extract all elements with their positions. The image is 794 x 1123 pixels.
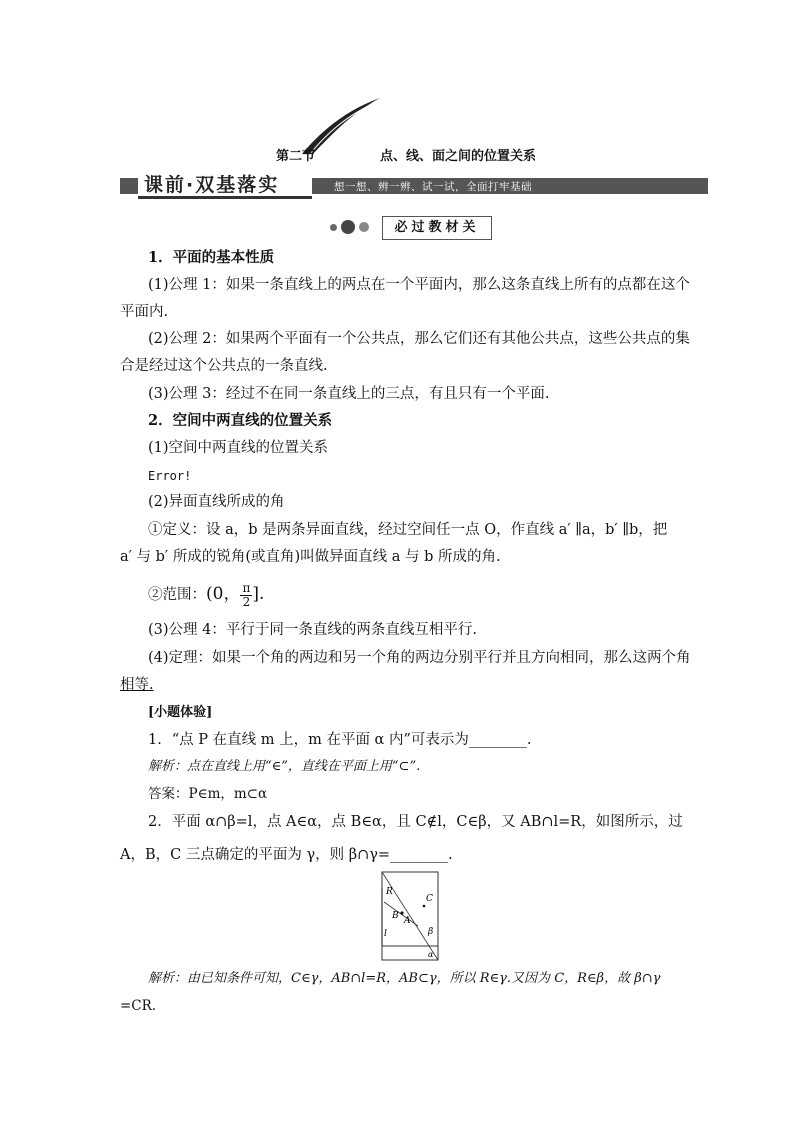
dot-icon bbox=[359, 222, 369, 232]
definition-line2: a′ 与 b′ 所成的锐角(或直角)叫做异面直线 a 与 b 所成的角. bbox=[120, 549, 501, 565]
dot-icon bbox=[341, 220, 355, 234]
question-2-line2: A，B，C 三点确定的平面为 γ，则 β∩γ=________. bbox=[120, 847, 453, 863]
fraction-denominator: 2 bbox=[242, 594, 251, 609]
exercise-title: [小题体验] bbox=[148, 705, 213, 720]
banner bbox=[120, 174, 708, 196]
heading-1: 1．平面的基本性质 bbox=[148, 249, 275, 266]
figure-label-A: A bbox=[404, 916, 411, 926]
figure-label-R: R bbox=[386, 887, 393, 897]
range-label: ②范围： bbox=[148, 587, 206, 603]
heading-2: 2．空间中两直线的位置关系 bbox=[148, 412, 333, 429]
question-2-line1: 2．平面 α∩β=l，点 A∈α，点 B∈α，且 C∉l，C∈β，又 AB∩l=R，如图所示，过 bbox=[148, 814, 683, 830]
subheading-2: (2)异面直线所成的角 bbox=[148, 494, 285, 510]
axiom-3: (3)公理 3：经过不在同一条直线上的三点，有且只有一个平面. bbox=[148, 386, 550, 402]
figure-label-B: B bbox=[392, 911, 399, 921]
dot-icon bbox=[330, 224, 337, 231]
error-text: Error! bbox=[148, 469, 192, 483]
figure-label-alpha: α bbox=[428, 950, 434, 959]
planes-figure bbox=[372, 868, 446, 962]
question-2-solution-line1: 解析：由已知条件可知，C∈γ，AB∩l=R，AB⊂γ，所以 R∈γ.又因为 C，R∈β，故 β∩γ bbox=[148, 971, 661, 986]
axiom-2-line2: 合是经过这个公共点的一条直线. bbox=[120, 358, 328, 374]
banner-title: 课前·双基落实 bbox=[144, 174, 280, 196]
axiom-1-line2: 平面内. bbox=[120, 304, 169, 320]
banner-subtitle: 想一想、辨一辨、试一试，全面打牢基础 bbox=[334, 181, 532, 193]
question-1: 1．“点 P 在直线 m 上，m 在平面 α 内”可表示为________. bbox=[148, 732, 532, 748]
section-number: 第二节 bbox=[276, 149, 316, 164]
figure-label-beta: β bbox=[428, 927, 434, 937]
range-close: ]. bbox=[252, 584, 265, 604]
range-line bbox=[148, 578, 708, 610]
question-2-solution-line2: =CR. bbox=[120, 998, 157, 1014]
subheading-1: (1)空间中两直线的位置关系 bbox=[148, 440, 329, 456]
fraction-numerator: π bbox=[242, 580, 251, 595]
page-title: 点、线、面之间的位置关系 bbox=[380, 149, 537, 164]
question-1-answer: 答案：P∈m，m⊂α bbox=[148, 786, 268, 802]
axiom-2-line1: (2)公理 2：如果两个平面有一个公共点，那么它们还有其他公共点，这些公共点的集 bbox=[148, 331, 690, 347]
theorem-line1: (4)定理：如果一个角的两边和另一个角的两边分别平行并且方向相同，那么这两个角 bbox=[148, 650, 691, 666]
axiom-1-line1: (1)公理 1：如果一条直线上的两点在一个平面内，那么这条直线上所有的点都在这个 bbox=[148, 277, 690, 293]
range-open: (0， bbox=[206, 584, 241, 604]
theorem-line2: 相等. bbox=[120, 677, 154, 693]
axiom-4: (3)公理 4：平行于同一条直线的两条直线互相平行. bbox=[148, 622, 477, 638]
figure-label-C: C bbox=[426, 894, 433, 904]
section-box: 必过教材关 bbox=[382, 216, 492, 240]
question-1-solution: 解析：点在直线上用“∈”，直线在平面上用“⊂”. bbox=[148, 759, 421, 774]
definition-line1: ①定义：设 a，b 是两条异面直线，经过空间任一点 O，作直线 a′ ∥a，b′ ∥b，把 bbox=[148, 522, 668, 538]
pi-over-2 bbox=[240, 582, 252, 609]
figure-label-l: l bbox=[384, 929, 387, 939]
